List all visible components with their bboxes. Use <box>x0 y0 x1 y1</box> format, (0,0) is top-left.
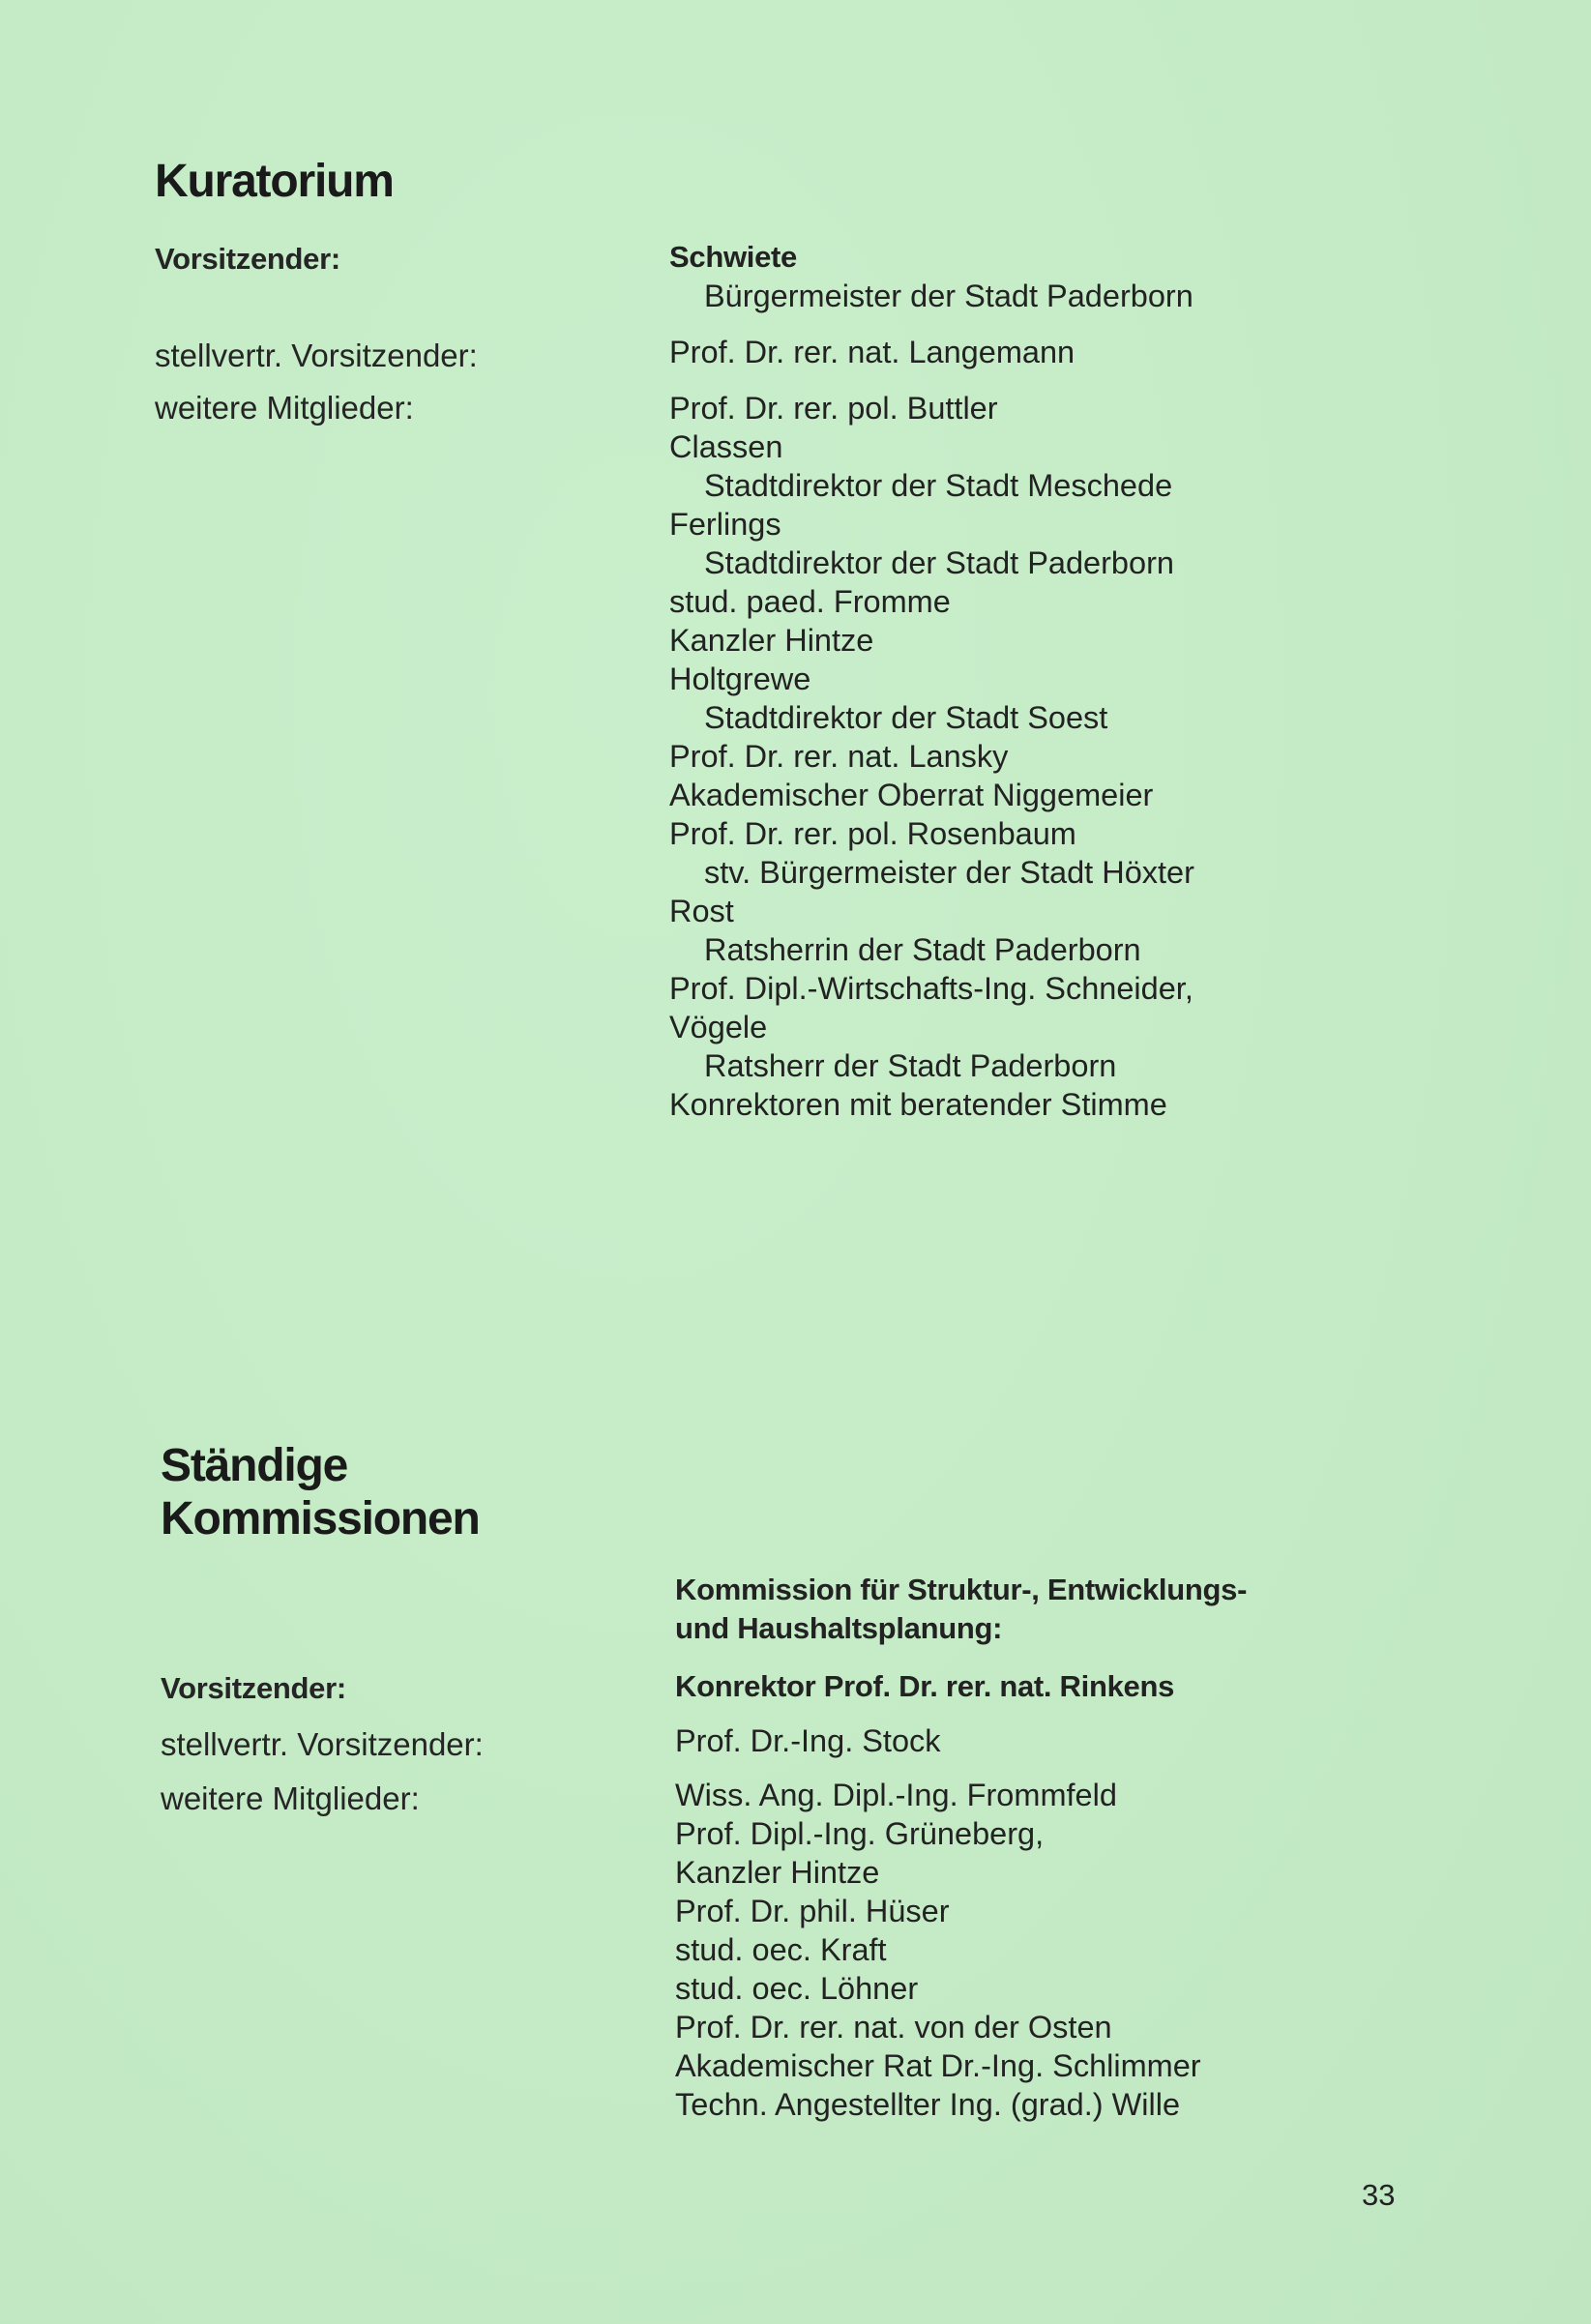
list-item: Prof. Dr. rer. nat. von der Osten <box>675 2010 1112 2045</box>
list-item: stv. Bürgermeister der Stadt Höxter <box>704 855 1194 890</box>
list-item: Ratsherr der Stadt Paderborn <box>704 1048 1117 1083</box>
list-item: Stadtdirektor der Stadt Soest <box>704 700 1108 735</box>
kuratorium-members-label: weitere Mitglieder: <box>155 390 414 426</box>
list-item: Holtgrewe <box>669 662 811 696</box>
kuratorium-chair-label: Vorsitzender: <box>155 242 340 276</box>
list-item: Wiss. Ang. Dipl.-Ing. Frommfeld <box>675 1778 1117 1812</box>
list-item: Ratsherrin der Stadt Paderborn <box>704 932 1141 967</box>
page-number: 33 <box>1362 2178 1396 2212</box>
commission-title-line1: Kommission für Struktur-, Entwicklungs- <box>675 1573 1248 1606</box>
commission-title <box>675 1571 1247 1648</box>
kuratorium-chair-role: Bürgermeister der Stadt Paderborn <box>704 279 1193 313</box>
kommissionen-vice-chair-label: stellvertr. Vorsitzender: <box>161 1726 484 1762</box>
list-item: Stadtdirektor der Stadt Meschede <box>704 468 1173 503</box>
kommissionen-heading <box>161 1439 480 1545</box>
list-item: Vögele <box>669 1010 768 1044</box>
list-item: Kanzler Hintze <box>675 1855 880 1890</box>
list-item: Prof. Dr. rer. pol. Buttler <box>669 391 998 426</box>
list-item: stud. oec. Kraft <box>675 1932 887 1967</box>
list-item: Prof. Dipl.-Wirtschafts-Ing. Schneider, <box>669 971 1193 1006</box>
kuratorium-chair-block <box>669 238 1193 315</box>
kuratorium-vice-chair-name: Prof. Dr. rer. nat. Langemann <box>669 335 1075 369</box>
kommissionen-heading-line1: Ständige <box>161 1440 348 1491</box>
kommissionen-chair-label: Vorsitzender: <box>161 1671 346 1705</box>
kuratorium-vice-chair-label: stellvertr. Vorsitzender: <box>155 338 478 373</box>
list-item: Techn. Angestellter Ing. (grad.) Wille <box>675 2087 1181 2122</box>
kommissionen-vice-chair-name: Prof. Dr.-Ing. Stock <box>675 1723 941 1758</box>
kommissionen-members-list <box>675 1776 1201 2124</box>
list-item: Prof. Dr. rer. nat. Lansky <box>669 739 1009 774</box>
list-item: Prof. Dr. rer. pol. Rosenbaum <box>669 816 1076 851</box>
list-item: Rost <box>669 894 734 928</box>
kommissionen-vice-chair-block <box>675 1721 941 1760</box>
kommissionen-members-label: weitere Mitglieder: <box>161 1780 420 1816</box>
kuratorium-vice-chair-block <box>669 333 1075 371</box>
list-item: stud. oec. Löhner <box>675 1971 919 2006</box>
kuratorium-chair-name: Schwiete <box>669 240 797 274</box>
list-item: Akademischer Oberrat Niggemeier <box>669 778 1154 812</box>
list-item: Prof. Dr. phil. Hüser <box>675 1894 950 1928</box>
list-item: Konrektoren mit beratender Stimme <box>669 1087 1167 1122</box>
commission-title-line2: und Haushaltsplanung: <box>675 1611 1003 1645</box>
list-item: stud. paed. Fromme <box>669 584 951 619</box>
list-item: Akademischer Rat Dr.-Ing. Schlimmer <box>675 2048 1201 2083</box>
list-item: Kanzler Hintze <box>669 623 874 658</box>
kuratorium-members-list <box>669 389 1194 1124</box>
kuratorium-heading: Kuratorium <box>155 156 394 207</box>
list-item: Classen <box>669 429 783 464</box>
kommissionen-chair-block <box>675 1667 1174 1706</box>
kommissionen-chair-name: Konrektor Prof. Dr. rer. nat. Rinkens <box>675 1669 1175 1703</box>
kommissionen-heading-line2: Kommissionen <box>161 1493 480 1544</box>
list-item: Ferlings <box>669 507 781 542</box>
list-item: Prof. Dipl.-Ing. Grüneberg, <box>675 1816 1045 1851</box>
list-item: Stadtdirektor der Stadt Paderborn <box>704 545 1174 580</box>
